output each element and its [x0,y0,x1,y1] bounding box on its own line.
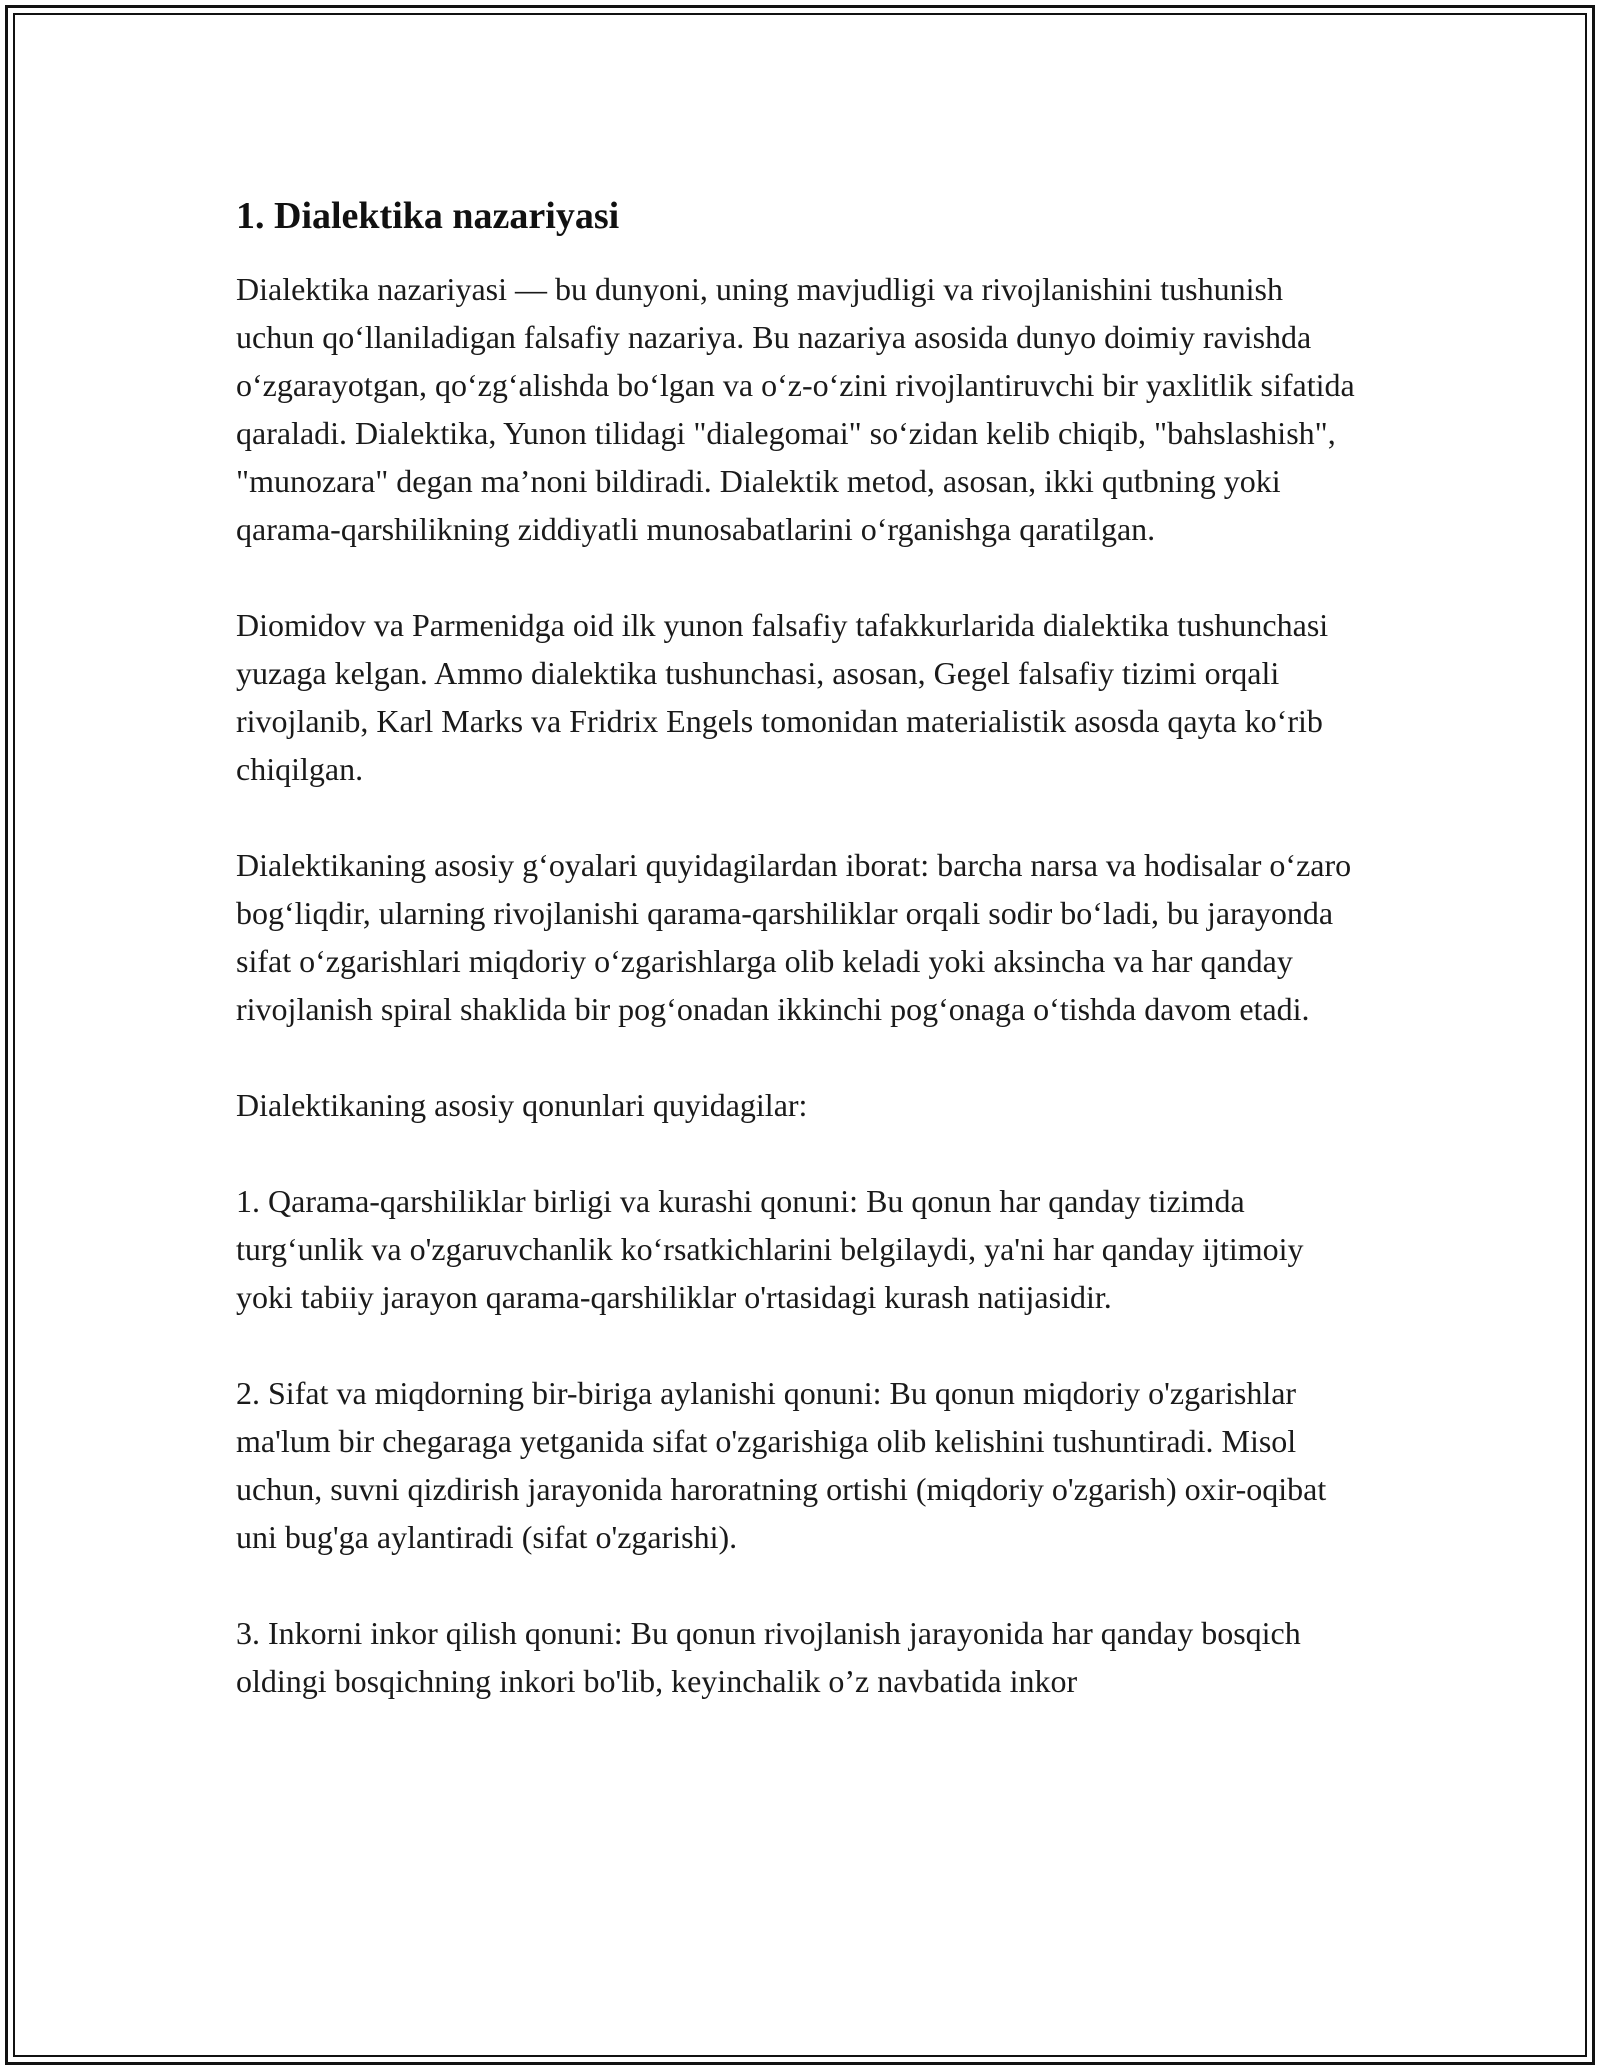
paragraph-law-2: 2. Sifat va miqdorning bir-biriga aylanishi qonuni: Bu qonun miqdoriy o'zgarishlar ma'lum bir chegaraga yetganida sifat o'zgarishiga olib kelishini tushuntiradi. Misol uchun, suvni qizdirish jarayonida haroratning ortishi (miqdoriy o'zgarish) oxir-oqibat uni bug'ga aylantiradi (sifat o'zgarishi). [236,1375,1327,1555]
paragraph-law-1: 1. Qarama-qarshiliklar birligi va kurashi qonuni: Bu qonun har qanday tizimda turg‘unlik va o'zgaruvchanlik ko‘rsatkichlarini belgilaydi, ya'ni har qanday ijtimoiy yoki tabiiy jarayon qarama-qarshiliklar o'rtasidagi kurash natijasidir. [236,1183,1304,1315]
paragraph-intro: Dialektika nazariyasi — bu dunyoni, uning mavjudligi va rivojlanishini tushunish uchun qo‘llaniladigan falsafiy nazariya. Bu nazariya asosida dunyo doimiy ravishda o‘zgarayotgan, qo‘zg‘alishda bo‘lgan va o‘z-o‘zini rivojlantiruvchi bir yaxlitlik sifatida qaraladi. Dialektika, Yunon tilidagi "dialegomai" so‘zidan kelib chiqib, "bahslashish", "munozara" degan ma’noni bildiradi. Dialektik metod, asosan, ikki qutbning yoki qarama-qarshilikning ziddiyatli munosabatlarini o‘rganishga qaratilgan. [236,271,1355,547]
paragraph-law-3: 3. Inkorni inkor qilish qonuni: Bu qonun rivojlanish jarayonida har qanday bosqich oldingi bosqichning inkori bo'lib, keyinchalik o’z navbatida inkor [236,1615,1301,1699]
paragraph-laws-intro: Dialektikaning asosiy qonunlari quyidagilar: [236,1087,808,1123]
document-body [236,190,1366,1753]
paragraph-main-ideas: Dialektikaning asosiy g‘oyalari quyidagilardan iborat: barcha narsa va hodisalar o‘zaro bog‘liqdir, ularning rivojlanishi qarama-qarshiliklar orqali sodir bo‘ladi, bu jarayonda sifat o‘zgarishlari miqdoriy o‘zgarishlarga olib keladi yoki aksincha va har qanday rivojlanish spiral shaklida bir pog‘onadan ikkinchi pog‘onaga o‘tishda davom etadi. [236,847,1352,1027]
paragraph-history: Diomidov va Parmenidga oid ilk yunon falsafiy tafakkurlarida dialektika tushunchasi yuzaga kelgan. Ammo dialektika tushunchasi, asosan, Gegel falsafiy tizimi orqali rivojlanib, Karl Marks va Fridrix Engels tomonidan materialistik asosda qayta ko‘rib chiqilgan. [236,607,1329,787]
section-title: 1. Dialektika nazariyasi [236,195,620,237]
